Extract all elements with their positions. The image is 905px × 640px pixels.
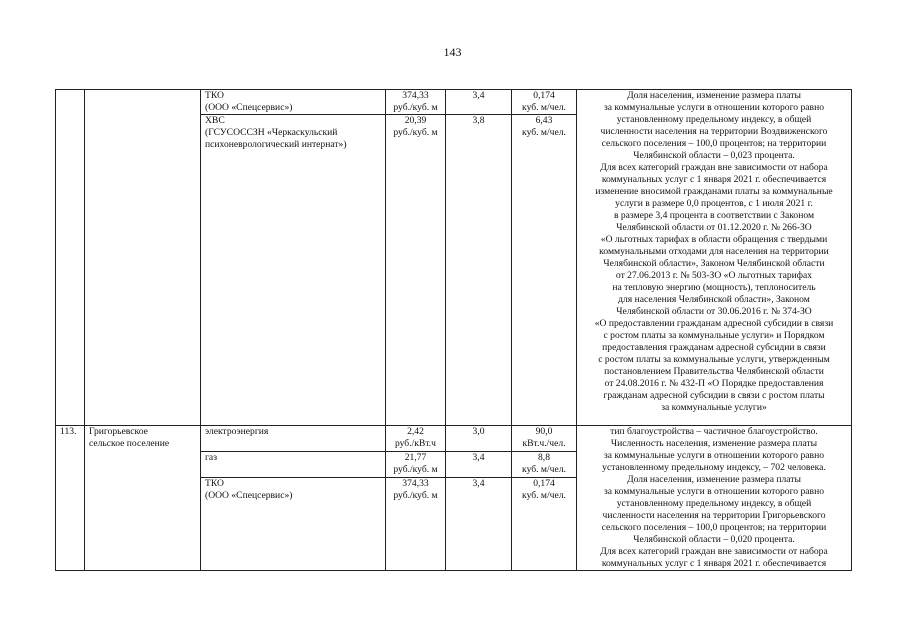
- note-line: услуги в размере 0,0 процентов, с 1 июля 2021 г.: [615, 198, 813, 209]
- tariff-line: 21,77: [404, 451, 427, 463]
- note-line: Челябинской области», Законом Челябинской области: [603, 258, 825, 269]
- note-text: [577, 90, 852, 426]
- note-line: за коммунальные услуги в отношении которого равно: [603, 102, 825, 113]
- volume-line: 0,174: [533, 477, 555, 489]
- volume-line: куб. м/чел.: [522, 102, 566, 113]
- note-line: коммунальных услуг с 1 января 2021 г. обеспечивается: [601, 174, 827, 185]
- consumption-volume: [512, 451, 577, 477]
- tariff-table: [55, 89, 852, 571]
- page-number: 143: [443, 45, 462, 59]
- tariff: [386, 451, 446, 477]
- note-line: изменение вносимой гражданами платы за коммунальные: [595, 186, 833, 197]
- volume-line: куб. м/чел.: [522, 127, 566, 138]
- consumption-volume: [512, 90, 577, 115]
- tariff: [386, 90, 446, 115]
- settlement-name: [85, 90, 201, 426]
- index-percent: 3,8: [446, 115, 512, 426]
- note-line: от 27.06.2013 г. № 503-ЗО «О льготных тарифах: [615, 270, 813, 281]
- note-line: сельского поселения – 100,0 процентов; на территории: [601, 138, 827, 149]
- volume-line: 8,8: [538, 451, 550, 463]
- volume-line: 6,43: [535, 115, 553, 126]
- tariff-line: руб./куб. м: [393, 489, 438, 501]
- consumption-volume: [512, 477, 577, 570]
- tariff-line: 374,33: [402, 477, 429, 489]
- note-line: для населения Челябинской области», Законом: [618, 294, 810, 305]
- service-name: [201, 90, 386, 115]
- volume-line: кВт.ч./чел.: [522, 438, 566, 449]
- note-line: Для всех категорий граждан вне зависимости от набора: [600, 546, 828, 557]
- note-line: Для всех категорий граждан вне зависимости от набора: [600, 162, 828, 173]
- service-name: [201, 477, 386, 570]
- note-line: установленному предельному индексу, – 702 человека.: [602, 462, 826, 473]
- consumption-volume: [512, 426, 577, 452]
- note-text: [577, 426, 852, 571]
- note-line: коммунальными отходами для населения на территории: [599, 246, 829, 257]
- tariff-line: 2,42: [407, 426, 424, 437]
- service-name-line: ХВС: [205, 115, 225, 126]
- index-percent: 3,4: [446, 90, 512, 115]
- note-line: предоставления гражданам адресной субсидии в связи: [602, 342, 826, 353]
- row-number: 113.: [56, 426, 85, 571]
- service-name: [201, 451, 386, 477]
- note-line: на тепловую энергию (мощность), теплоноситель: [612, 282, 816, 293]
- note-line: Доля населения, изменение размера платы: [627, 474, 801, 485]
- table-row: [56, 426, 852, 452]
- note-line: установленному предельному индексу, в общей: [616, 114, 812, 125]
- consumption-volume: [512, 115, 577, 426]
- note-line: в размере 3,4 процента в соответствии с Законом: [613, 210, 815, 221]
- volume-line: куб. м/чел.: [522, 463, 566, 475]
- note-line: коммунальных услуг с 1 января 2021 г. обеспечивается: [601, 558, 827, 569]
- tariff-line: руб./куб. м: [393, 463, 438, 475]
- volume-line: 90,0: [535, 426, 553, 437]
- service-name: [201, 115, 386, 426]
- note-line: «О льготных тарифах в области обращения с твердыми: [600, 234, 828, 245]
- note-line: Челябинской области от 30.06.2016 г. № 374-ЗО: [616, 306, 812, 317]
- settlement-name-line: сельское поселение: [89, 438, 170, 449]
- note-line: сельского поселения – 100,0 процентов; на территории: [601, 522, 827, 533]
- note-line: численности населения на территории Воздвиженского: [600, 126, 828, 137]
- tariff: [386, 426, 446, 452]
- row-number: [56, 90, 85, 426]
- tariff-line: руб./куб. м: [393, 102, 438, 113]
- note-line: численности населения на территории Григорьевского: [602, 510, 826, 521]
- service-name-line: электроэнергия: [205, 426, 269, 437]
- tariff-line: руб./кВт.ч: [394, 438, 437, 449]
- service-name-line: ТКО: [205, 477, 224, 489]
- service-name-line: ТКО: [205, 90, 224, 101]
- service-name-line: газ: [205, 451, 217, 463]
- note-line: «О предоставлении гражданам адресной субсидии в связи: [594, 318, 834, 329]
- settlement-name: [85, 426, 201, 571]
- note-line: Челябинской области – 0,023 процента.: [633, 150, 795, 161]
- note-line: за коммунальные услуги»: [661, 402, 767, 413]
- note-line: с ростом платы за коммунальные услуги, утвержденным: [598, 354, 830, 365]
- tariff-line: руб./куб. м: [393, 127, 438, 138]
- service-name-line: (ООО «Спецсервис»): [205, 489, 293, 501]
- tariff-line: 20,39: [404, 115, 427, 126]
- index-percent: 3,0: [446, 426, 512, 452]
- volume-line: куб. м/чел.: [522, 489, 566, 501]
- note-line: установленному предельному индексу, в общей: [616, 498, 812, 509]
- index-percent: 3,4: [446, 477, 512, 570]
- note-line: за коммунальные услуги в отношении которого равно: [603, 450, 825, 461]
- note-line: гражданам адресной субсидии в связи с ростом платы: [603, 390, 825, 401]
- index-percent: 3,4: [446, 451, 512, 477]
- note-line: Челябинской области – 0,020 процента.: [633, 534, 795, 545]
- tariff-line: 374,33: [402, 90, 429, 101]
- note-line: Доля населения, изменение размера платы: [627, 90, 801, 101]
- service-name-line: (ООО «Спецсервис»): [205, 102, 293, 113]
- settlement-name-line: Григорьевское: [89, 426, 148, 437]
- note-line: Челябинской области от 01.12.2020 г. № 266-ЗО: [616, 222, 812, 233]
- service-name-line: психоневрологический интернат»): [205, 139, 347, 150]
- service-name-line: (ГСУСОССЗН «Черкаскульский: [205, 127, 338, 138]
- service-name: [201, 426, 386, 452]
- tariff: [386, 115, 446, 426]
- note-line: за коммунальные услуги в отношении которого равно: [603, 486, 825, 497]
- volume-line: 0,174: [533, 90, 555, 101]
- note-line: постановлением Правительства Челябинской области: [604, 366, 824, 377]
- tariff: [386, 477, 446, 570]
- note-line: с ростом платы за коммунальные услуги» и Порядком: [603, 330, 825, 341]
- table-row: [56, 90, 852, 115]
- note-line: тип благоустройства – частичное благоустройство.: [610, 426, 818, 437]
- note-line: от 24.08.2016 г. № 432-П «О Порядке предоставления: [604, 378, 824, 389]
- note-line: Численность населения, изменение размера платы: [610, 438, 818, 449]
